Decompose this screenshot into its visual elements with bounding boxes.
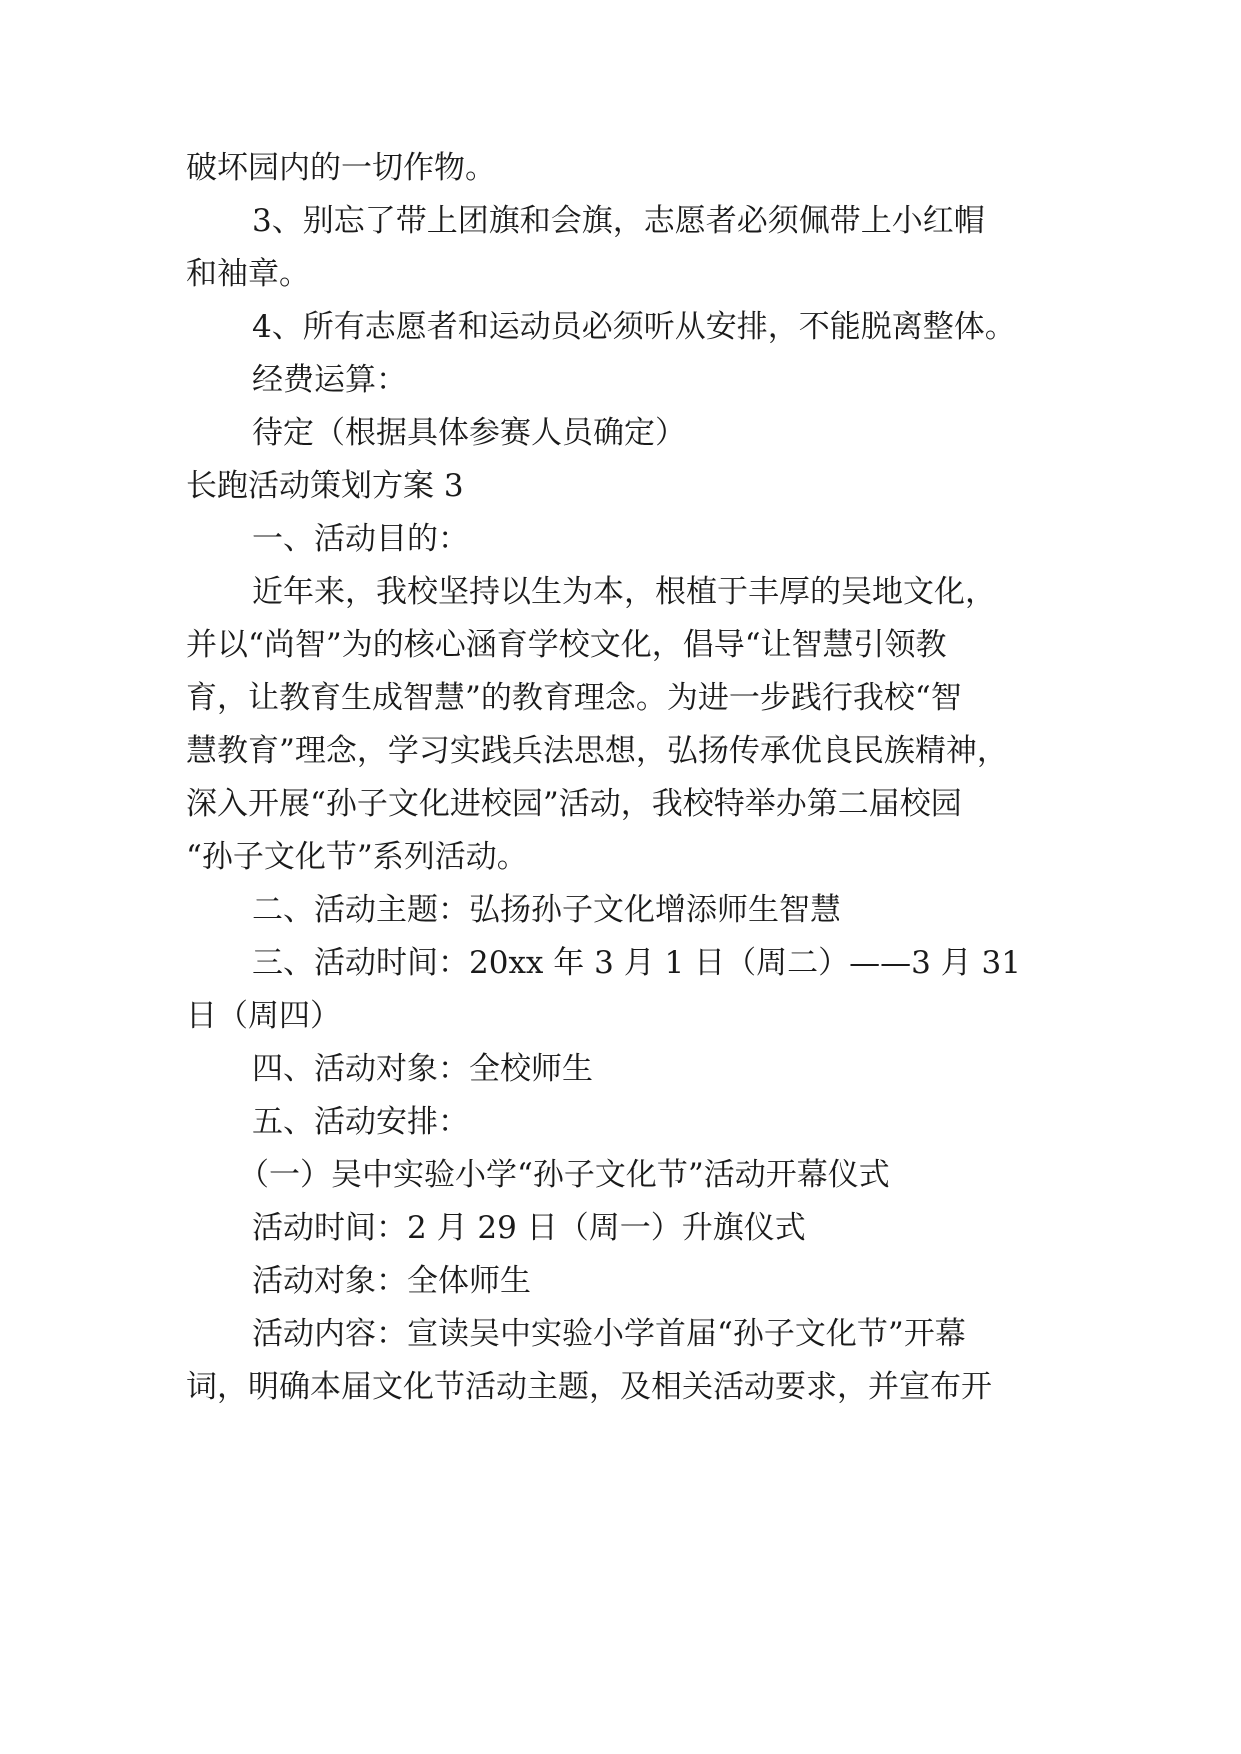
text-line: 3、别忘了带上团旗和会旗，志愿者必须佩带上小红帽 xyxy=(252,203,985,239)
text-line: 并以“尚智”为的核心涵育学校文化，倡导“让智慧引领教 xyxy=(186,627,947,663)
text-line: 活动时间：2 月 29 日（周一）升旗仪式 xyxy=(252,1210,806,1246)
text-line: 四、活动对象：全校师生 xyxy=(252,1051,593,1087)
text-line: 育，让教育生成智慧”的教育理念。为进一步践行我校“智 xyxy=(186,680,962,716)
text-line: 待定（根据具体参赛人员确定） xyxy=(252,415,686,451)
text-line: 词，明确本届文化节活动主题，及相关活动要求，并宣布开 xyxy=(186,1369,992,1405)
text-line: “孙子文化节”系列活动。 xyxy=(186,839,528,875)
text-line: 活动对象：全体师生 xyxy=(252,1263,531,1299)
text-line: 深入开展“孙子文化进校园”活动，我校特举办第二届校园 xyxy=(186,786,962,822)
text-line: 三、活动时间：20xx 年 3 月 1 日（周二）——3 月 31 xyxy=(252,945,1022,981)
text-line: 活动内容：宣读吴中实验小学首届“孙子文化节”开幕 xyxy=(252,1316,966,1352)
section-heading: 长跑活动策划方案 3 xyxy=(186,468,464,504)
text-line: 经费运算： xyxy=(252,362,407,398)
text-line: （一）吴中实验小学“孙子文化节”活动开幕仪式 xyxy=(238,1157,890,1193)
text-line: 五、活动安排： xyxy=(252,1104,469,1140)
text-line: 二、活动主题：弘扬孙子文化增添师生智慧 xyxy=(252,892,841,928)
text-line: 破坏园内的一切作物。 xyxy=(186,150,496,186)
text-line: 4、所有志愿者和运动员必须听从安排，不能脱离整体。 xyxy=(252,309,1016,345)
text-line: 近年来，我校坚持以生为本，根植于丰厚的吴地文化， xyxy=(252,574,996,610)
text-line: 一、活动目的： xyxy=(252,521,469,557)
text-line: 慧教育”理念，学习实践兵法思想，弘扬传承优良民族精神， xyxy=(186,733,1008,769)
text-line: 和袖章。 xyxy=(186,256,310,292)
text-line: 日（周四） xyxy=(186,998,341,1034)
